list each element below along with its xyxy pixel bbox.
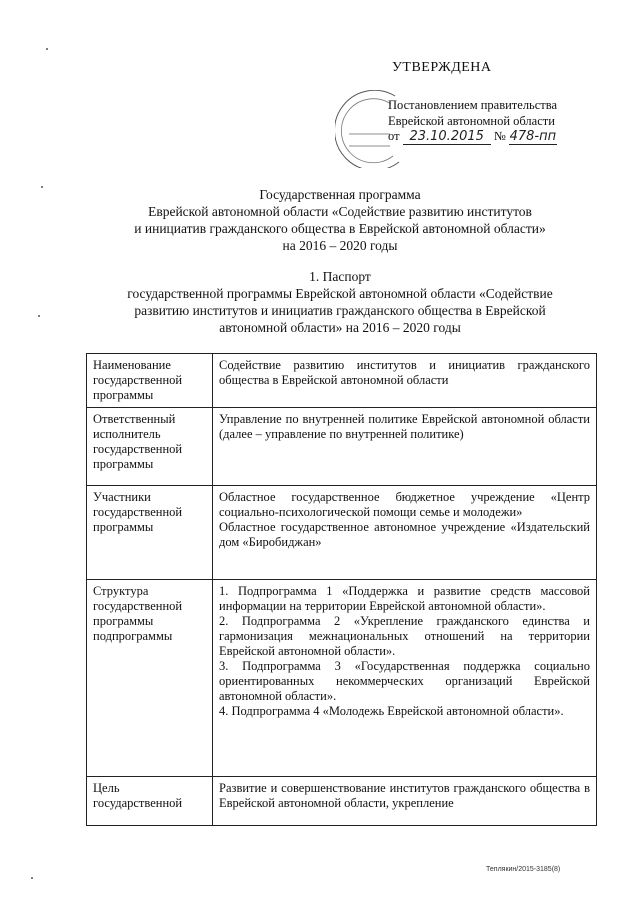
- passport-table: [86, 353, 597, 826]
- document-footer-code: Теплякин/2015-3185(8): [486, 866, 561, 873]
- table-row: [87, 580, 597, 777]
- passport-heading: [80, 268, 600, 336]
- row-value: [213, 486, 597, 580]
- decree-date-number: [388, 129, 557, 145]
- decree-number: 478-пп: [509, 129, 557, 144]
- row-value-paragraph: Управление по внутренней политике Еврейской автономной области (далее – управление по внутренней политике): [219, 412, 590, 441]
- row-value-paragraph: 3. Подпрограмма 3 «Государственная поддержка социально ориентированных некоммерческих организаций Еврейской автономной области».: [219, 659, 590, 703]
- approved-heading: УТВЕРЖДЕНА: [392, 60, 492, 75]
- row-label: Участники государственной программы: [87, 486, 213, 580]
- title-line: Еврейской автономной области «Содействие развитию институтов: [148, 204, 532, 219]
- row-value-paragraph: 1. Подпрограмма 1 «Поддержка и развитие средств массовой информации на территории Еврейской автономной области».: [219, 584, 590, 613]
- passport-line: развитию институтов и инициатив гражданского общества в Еврейской: [134, 303, 546, 318]
- from-label: от: [388, 129, 400, 143]
- scan-speck: [31, 877, 33, 879]
- row-value-paragraph: Областное государственное автономное учреждение «Издательский дом «Биробиджан»: [219, 520, 590, 549]
- title-line: на 2016 – 2020 годы: [282, 238, 398, 253]
- row-label: Ответственный исполнитель государственной программы: [87, 408, 213, 486]
- table-row: [87, 486, 597, 580]
- table-row: [87, 777, 597, 826]
- row-value-paragraph: Развитие и совершенствование институтов гражданского общества в Еврейской автономной области, укрепление: [219, 781, 590, 810]
- decree-line-1: Постановлением правительства: [388, 98, 558, 112]
- row-value-paragraph: 2. Подпрограмма 2 «Укрепление гражданского единства и гармонизация межнациональных отношений на территории Еврейской автономной области».: [219, 614, 590, 658]
- decree-line-2: Еврейской автономной области: [388, 114, 555, 128]
- row-label: Структура государственной программы подпрограммы: [87, 580, 213, 777]
- row-value-paragraph: 4. Подпрограмма 4 «Молодежь Еврейской автономной области».: [219, 704, 564, 718]
- row-label: Цель государственной: [87, 777, 213, 826]
- decree-date: 23.10.2015: [403, 129, 491, 145]
- row-label: Наименование государственной программы: [87, 354, 213, 408]
- scan-speck: [46, 48, 48, 50]
- table-row: [87, 408, 597, 486]
- row-value-paragraph: Содействие развитию институтов и инициатив гражданского общества в Еврейской автономной области: [219, 358, 590, 387]
- row-value: [213, 580, 597, 777]
- passport-line: 1. Паспорт: [309, 269, 371, 284]
- decree-reference: [388, 97, 557, 129]
- title-line: Государственная программа: [259, 187, 421, 202]
- row-value: [213, 408, 597, 486]
- number-label: №: [493, 129, 506, 143]
- row-value: [213, 777, 597, 826]
- title-line: и инициатив гражданского общества в Еврейской автономной области»: [134, 221, 546, 236]
- table-row: [87, 354, 597, 408]
- passport-line: государственной программы Еврейской автономной области «Содействие: [127, 286, 553, 301]
- program-title: [80, 186, 600, 254]
- scan-speck: [41, 186, 43, 188]
- row-value: [213, 354, 597, 408]
- passport-line: автономной области» на 2016 – 2020 годы: [219, 320, 461, 335]
- row-value-paragraph: Областное государственное бюджетное учреждение «Центр социально-психологической помощи семье и молодежи»: [219, 490, 590, 519]
- scan-speck: [38, 315, 40, 317]
